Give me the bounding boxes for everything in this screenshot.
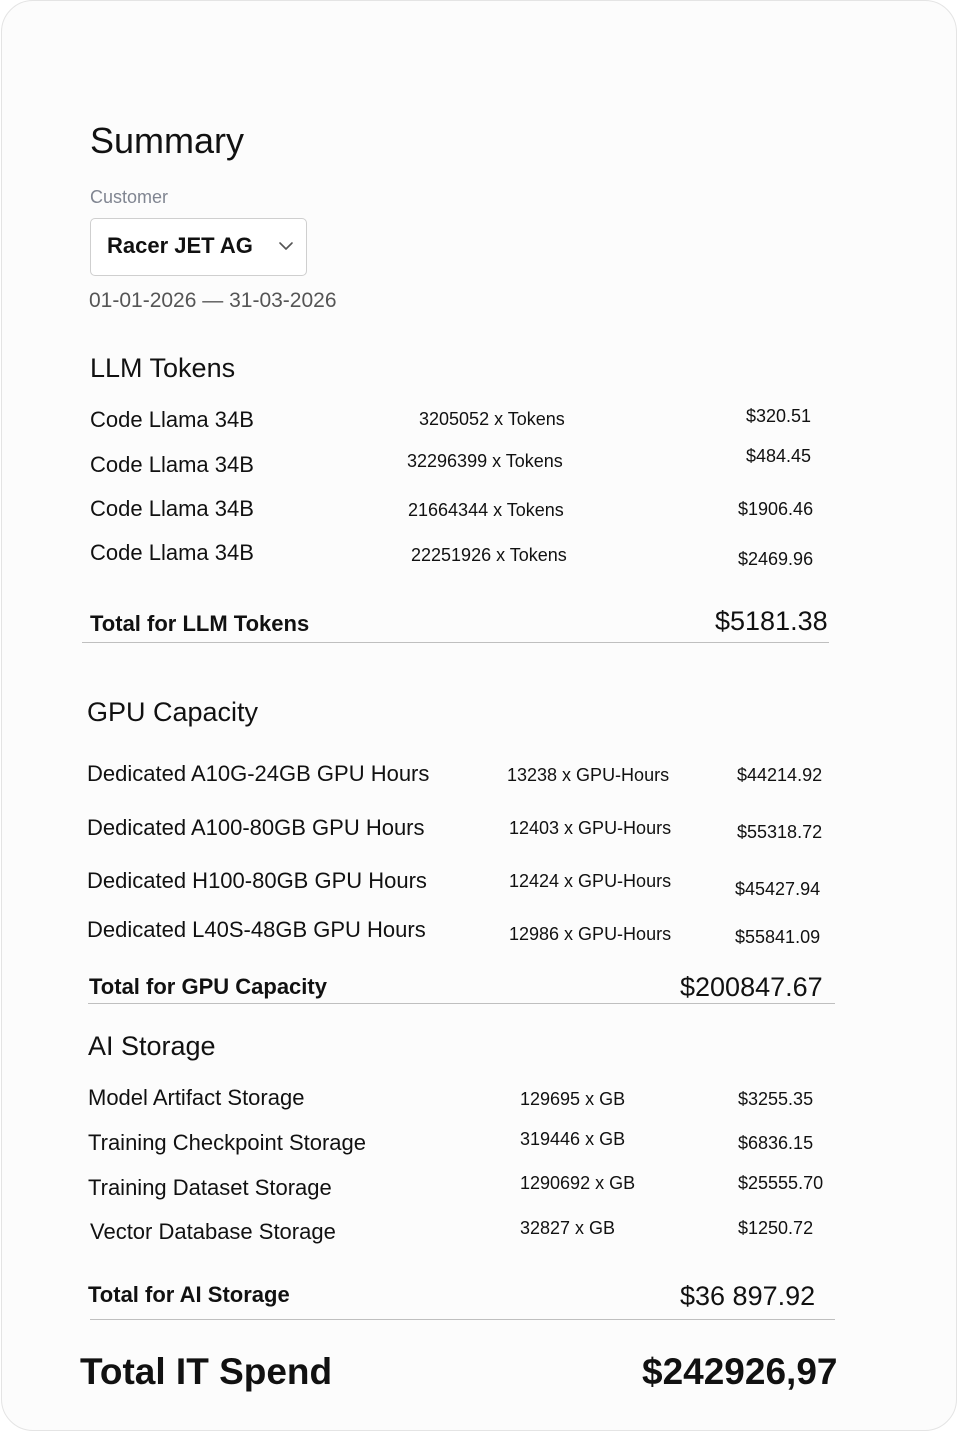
line-item-name: Dedicated L40S-48GB GPU Hours xyxy=(87,917,426,942)
divider xyxy=(88,1003,835,1004)
date-range: 01-01-2026 — 31-03-2026 xyxy=(89,289,337,312)
line-item-qty: 12424 x GPU-Hours xyxy=(509,871,672,891)
total-value-storage: $36 897.92 xyxy=(680,1281,816,1311)
line-item-qty: 21664344 x Tokens xyxy=(408,500,564,520)
line-item-price: $25555.70 xyxy=(738,1173,824,1193)
line-item-name: Code Llama 34B xyxy=(90,452,254,477)
line-item-price: $484.45 xyxy=(746,446,812,466)
line-item-name: Training Checkpoint Storage xyxy=(88,1130,367,1155)
line-item-price: $44214.92 xyxy=(737,765,823,785)
total-value-llm: $5181.38 xyxy=(715,606,828,636)
line-item-qty: 129695 x GB xyxy=(520,1089,626,1109)
grand-total-label: Total IT Spend xyxy=(80,1351,333,1392)
line-item-price: $55841.09 xyxy=(735,927,821,947)
line-item-qty: 319446 x GB xyxy=(520,1129,626,1149)
line-item-qty: 32296399 x Tokens xyxy=(407,451,563,471)
customer-select-value: Racer JET AG xyxy=(107,233,253,258)
summary-card xyxy=(1,0,957,1431)
line-item-name: Training Dataset Storage xyxy=(88,1175,332,1200)
page-title: Summary xyxy=(90,120,245,161)
line-item-price: $1906.46 xyxy=(738,499,814,519)
customer-label: Customer xyxy=(90,187,169,207)
line-item-name: Code Llama 34B xyxy=(90,496,254,521)
line-item-qty: 22251926 x Tokens xyxy=(411,545,567,565)
chevron-down-icon xyxy=(276,236,296,256)
section-title-llm: LLM Tokens xyxy=(90,353,236,383)
line-item-qty: 13238 x GPU-Hours xyxy=(507,765,670,785)
line-item-price: $6836.15 xyxy=(738,1133,814,1153)
divider xyxy=(90,1319,835,1320)
grand-total-value: $242926,97 xyxy=(642,1351,838,1392)
total-label-storage: Total for AI Storage xyxy=(88,1282,290,1307)
line-item-price: $320.51 xyxy=(746,406,812,426)
customer-select[interactable] xyxy=(90,218,307,276)
line-item-qty: 12986 x GPU-Hours xyxy=(509,924,672,944)
line-item-name: Dedicated A100-80GB GPU Hours xyxy=(87,815,425,840)
line-item-qty: 32827 x GB xyxy=(520,1218,616,1238)
line-item-price: $1250.72 xyxy=(738,1218,814,1238)
section-title-gpu: GPU Capacity xyxy=(87,697,259,727)
line-item-qty: 1290692 x GB xyxy=(520,1173,636,1193)
line-item-qty: 3205052 x Tokens xyxy=(419,409,565,429)
line-item-name: Dedicated H100-80GB GPU Hours xyxy=(87,868,427,893)
line-item-price: $55318.72 xyxy=(737,822,823,842)
line-item-name: Vector Database Storage xyxy=(90,1219,336,1244)
line-item-price: $3255.35 xyxy=(738,1089,814,1109)
line-item-name: Code Llama 34B xyxy=(90,407,254,432)
line-item-price: $2469.96 xyxy=(738,549,814,569)
section-title-storage: AI Storage xyxy=(88,1031,216,1061)
divider xyxy=(82,642,829,643)
line-item-name: Model Artifact Storage xyxy=(88,1085,305,1110)
total-label-gpu: Total for GPU Capacity xyxy=(89,974,327,999)
total-label-llm: Total for LLM Tokens xyxy=(90,611,310,636)
line-item-qty: 12403 x GPU-Hours xyxy=(509,818,672,838)
total-value-gpu: $200847.67 xyxy=(680,972,823,1002)
line-item-name: Dedicated A10G-24GB GPU Hours xyxy=(87,761,430,786)
line-item-name: Code Llama 34B xyxy=(90,540,254,565)
line-item-price: $45427.94 xyxy=(735,879,821,899)
